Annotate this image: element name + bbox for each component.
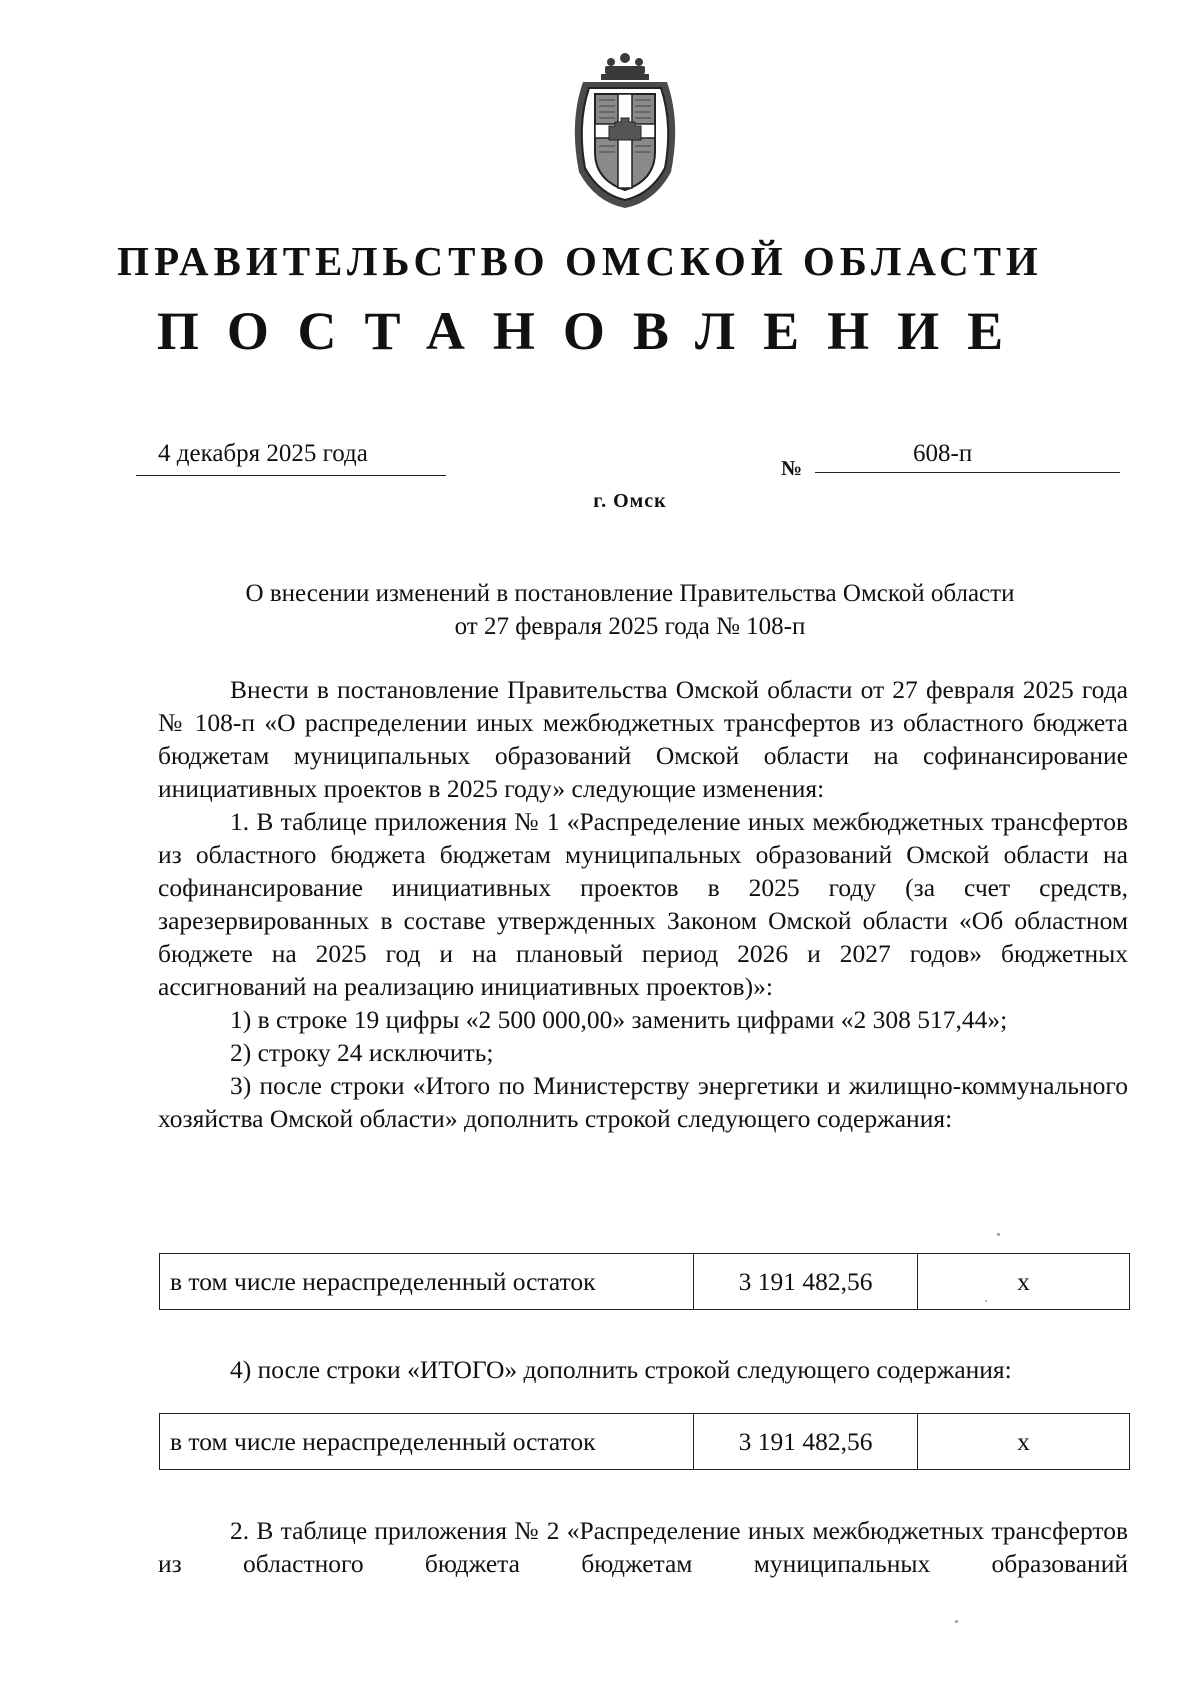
subject-line-2: от 27 февраля 2025 года № 108-п [454, 613, 806, 640]
subject-line-1: О внесении изменений в постановление Правительства Омской области [245, 580, 1015, 607]
document-number: 608-п [913, 440, 973, 467]
number-field [815, 440, 1120, 473]
document-date: 4 декабря 2025 года [158, 440, 368, 467]
subitem-3: 3) после строки «Итого по Министерству энергетики и жилищно-коммунального хозяйства Омской области» дополнить строкой следующего содержания: [158, 1071, 1128, 1133]
subitem-4-block [158, 1353, 1128, 1386]
item-1-paragraph: 1. В таблице приложения № 1 «Распределение иных межбюджетных трансфертов из областного бюджета бюджетам муниципальных образований Омской области на софинансирование инициативных проектов в 2025 году (за счет средств, зарезервированных в составе утвержденных Законом Омской области «Об областном бюджете на 2025 год и на плановый период 2026 и 2027 годов» бюджетных ассигнований на реализацию инициативных проектов)»: [158, 807, 1128, 1001]
subitem-1: 1) в строке 19 цифры «2 500 000,00» заменить цифрами «2 308 517,44»; [230, 1005, 1008, 1034]
document-type-title: ПОСТАНОВЛЕНИЕ [156, 301, 1032, 361]
document-subject [150, 577, 1110, 643]
row-amount-cell: 3 191 482,56 [694, 1414, 918, 1470]
government-title: ПРАВИТЕЛЬСТВО ОМСКОЙ ОБЛАСТИ [117, 238, 1043, 284]
item-2-paragraph: 2. В таблице приложения № 2 «Распределение иных межбюджетных трансфертов из областного бюджета бюджетам муниципальных образований [158, 1516, 1128, 1578]
row-label-cell: в том числе нераспределенный остаток [160, 1254, 694, 1310]
subitem-2: 2) строку 24 исключить; [230, 1038, 494, 1067]
row-mark-cell: х [918, 1414, 1130, 1470]
intro-paragraph: Внести в постановление Правительства Омской области от 27 февраля 2025 года № 108-п «О распределении иных межбюджетных трансфертов из областного бюджета бюджетам муниципальных образований Омской области на софинансирование инициативных проектов в 2025 году» следующие изменения: [158, 675, 1128, 803]
item-2-block [158, 1514, 1128, 1580]
row-label-cell: в том числе нераспределенный остаток [160, 1414, 694, 1470]
city-label: г. Омск [593, 490, 667, 512]
added-row-table-2 [159, 1413, 1130, 1470]
row-amount-cell: 3 191 482,56 [694, 1254, 918, 1310]
table-row [160, 1254, 1130, 1310]
scan-speck [985, 1300, 987, 1302]
subitem-4: 4) после строки «ИТОГО» дополнить строкой следующего содержания: [230, 1355, 1012, 1384]
date-field [136, 440, 446, 476]
coat-of-arms-icon [565, 52, 685, 212]
table-row [160, 1414, 1130, 1470]
scan-speck [997, 1233, 1000, 1236]
number-sign: № [781, 456, 803, 480]
row-mark-cell: х [918, 1254, 1130, 1310]
document-body [158, 673, 1128, 1135]
scan-speck [955, 1620, 958, 1623]
